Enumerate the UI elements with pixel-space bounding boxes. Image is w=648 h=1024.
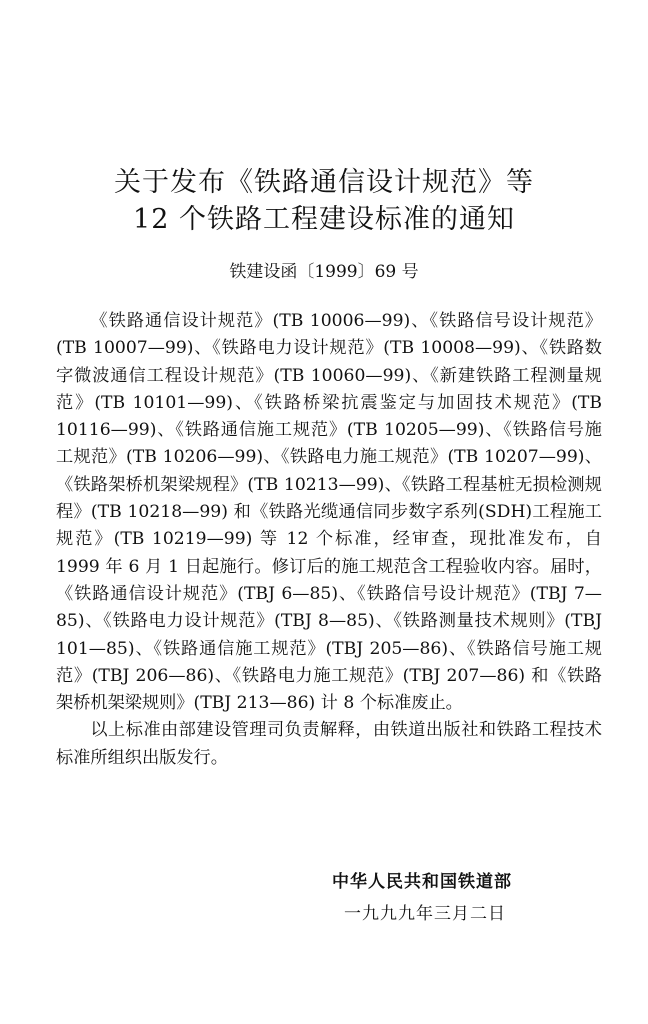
document-title-line-1: 关于发布《铁路通信设计规范》等	[114, 167, 534, 198]
issuing-authority: 中华人民共和国铁道部	[332, 872, 512, 892]
document-body	[56, 308, 602, 772]
document-number: 铁建设函〔1999〕69 号	[229, 262, 419, 282]
document-title-line-2: 12 个铁路工程建设标准的通知	[133, 204, 515, 235]
body-paragraph-1: 《铁路通信设计规范》(TB 10006—99)、《铁路信号设计规范》(TB 10007—99)、《铁路电力设计规范》(TB 10008—99)、《铁路数字微波通信工程设计规范》(TB 10060—99)、《新建铁路工程测量规范》(TB 10101—99)、《铁路桥梁抗震鉴定与加固技术规范》(TB 10116—99)、《铁路通信施工规范》(TB 10205—99)、《铁路信号施工规范》(TB 10206—99)、《铁路电力施工规范》(TB 10207—99)、《铁路架桥机架梁规程》(TB 10213—99)、《铁路工程基桩无损检测规程》(TB 10218—99) 和《铁路光缆通信同步数字系列(SDH)工程施工规范》(TB 10219—99) 等 12 个标准，经审查，现批准发布，自 1999 年 6 月 1 日起施行。修订后的施工规范含工程验收内容。届时，《铁路通信设计规范》(TBJ 6—85)、《铁路信号设计规范》(TBJ 7—85)、《铁路电力设计规范》(TBJ 8—85)、《铁路测量技术规则》(TBJ 101—85)、《铁路通信施工规范》(TBJ 205—86)、《铁路信号施工规范》(TBJ 206—86)、《铁路电力施工规范》(TBJ 207—86) 和《铁路架桥机架梁规则》(TBJ 213—86) 计 8 个标准废止。	[56, 311, 602, 714]
issue-date: 一九九九年三月二日	[344, 904, 506, 924]
body-paragraph-2: 以上标准由部建设管理司负责解释，由铁道出版社和铁路工程技术标准所组织出版发行。	[56, 720, 602, 768]
